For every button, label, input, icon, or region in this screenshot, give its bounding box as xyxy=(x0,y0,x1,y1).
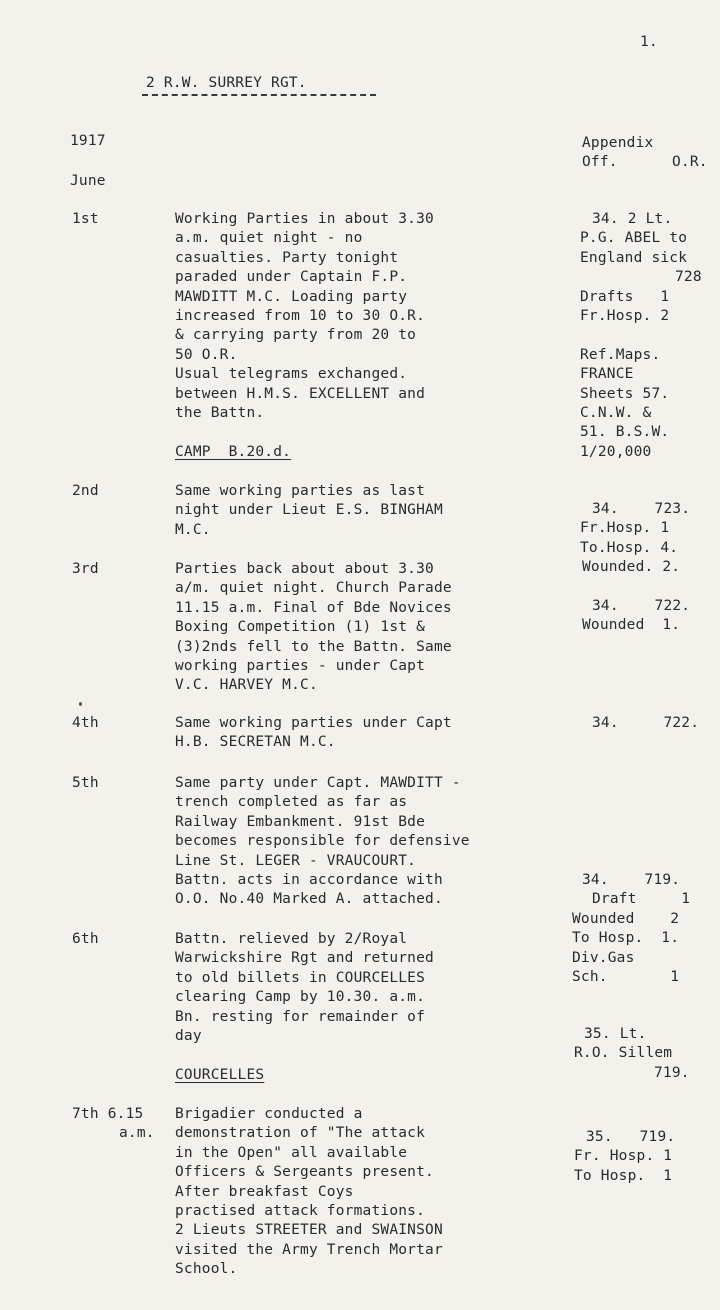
text-line: paraded under Captain F.P. xyxy=(175,269,408,286)
entry-date: 5th xyxy=(72,775,99,791)
text-line: Working Parties in about 3.30 xyxy=(175,211,434,227)
text-line: 11.15 a.m. Final of Bde Novices xyxy=(175,599,452,616)
text-line: to old billets in COURCELLES xyxy=(175,969,426,986)
text-line: day xyxy=(175,1028,202,1044)
appendix-line: R.O. Sillem xyxy=(574,1045,673,1062)
heading-underline xyxy=(142,94,376,96)
text-line: increased from 10 to 30 O.R. xyxy=(175,308,426,324)
appendix-line: 35. Lt. xyxy=(584,1026,647,1042)
appendix-label: Appendix xyxy=(582,135,654,151)
appendix-line: To Hosp. 1. xyxy=(572,930,680,947)
appendix-line: C.N.W. & xyxy=(580,405,652,421)
text-line: trench completed as far as xyxy=(175,794,408,811)
appendix-line: 1/20,000 xyxy=(580,443,652,460)
text-line: Brigadier conducted a xyxy=(175,1106,363,1122)
text-line: & carrying party from 20 to xyxy=(175,327,417,344)
appendix-line: Fr.Hosp. 2 xyxy=(580,308,670,324)
entry-date: 3rd xyxy=(72,561,99,577)
appendix-line: Fr.Hosp. 1 xyxy=(580,520,670,537)
text-line: Parties back about about 3.30 xyxy=(175,561,434,577)
appendix-line: FRANCE xyxy=(580,366,634,383)
col-off-label: Off. xyxy=(582,154,618,170)
ink-mark xyxy=(79,702,82,706)
appendix-line: Div.Gas xyxy=(572,949,635,966)
text-line: becomes responsible for defensive xyxy=(175,833,470,850)
col-or-label: O.R. xyxy=(672,154,708,170)
page-number: 1. xyxy=(640,34,658,50)
unit-heading: 2 R.W. SURREY RGT. xyxy=(146,75,307,91)
appendix-line: P.G. ABEL to xyxy=(580,230,688,247)
text-line: Railway Embankment. 91st Bde xyxy=(175,813,426,830)
text-line: in the Open" all available xyxy=(175,1144,408,1161)
appendix-line: Wounded 1. xyxy=(582,617,681,634)
appendix-line: Ref.Maps. xyxy=(580,346,661,363)
text-line: Usual telegrams exchanged. xyxy=(175,366,408,383)
appendix-line: To Hosp. 1 xyxy=(574,1167,673,1184)
text-line: working parties - under Capt xyxy=(175,658,426,674)
appendix-line: 34. 722. xyxy=(592,598,691,614)
entry-date: 1st xyxy=(72,211,99,227)
location-label: CAMP B.20.d. xyxy=(175,444,292,460)
year-label: 1917 xyxy=(70,133,106,149)
location-label: COURCELLES xyxy=(175,1067,265,1083)
text-line: 50 O.R. xyxy=(175,346,238,363)
text-line: casualties. Party tonight xyxy=(175,249,399,266)
appendix-line: Wounded. 2. xyxy=(582,559,681,576)
text-line: After breakfast Coys xyxy=(175,1183,354,1200)
appendix-line: Fr. Hosp. 1 xyxy=(574,1148,673,1165)
text-line: School. xyxy=(175,1261,238,1278)
text-line: Bn. resting for remainder of xyxy=(175,1008,426,1025)
appendix-line: 35. 719. xyxy=(586,1129,676,1145)
text-line: Line St. LEGER - VRAUCOURT. xyxy=(175,852,417,869)
text-line: Officers & Sergeants present. xyxy=(175,1164,434,1181)
entry-date: 7th 6.15 xyxy=(72,1106,144,1122)
text-line: a/m. quiet night. Church Parade xyxy=(175,580,452,597)
text-line: Boxing Competition (1) 1st & xyxy=(175,619,426,636)
appendix-line: 34. 719. xyxy=(582,872,681,888)
text-line: practised attack formations. xyxy=(175,1203,426,1219)
text-line: visited the Army Trench Mortar xyxy=(175,1241,443,1258)
text-line: V.C. HARVEY M.C. xyxy=(175,677,318,694)
entry-date: 4th xyxy=(72,715,99,731)
text-line: M.C. xyxy=(175,521,211,538)
appendix-line: Drafts 1 xyxy=(580,288,670,305)
entry-date: 6th xyxy=(72,931,99,947)
appendix-line: 34. 2 Lt. xyxy=(592,211,673,227)
entry-date: 2nd xyxy=(72,483,99,499)
text-line: Battn. acts in accordance with xyxy=(175,872,443,888)
text-line: demonstration of "The attack xyxy=(175,1125,426,1142)
appendix-line: Sheets 57. xyxy=(580,385,670,402)
appendix-line: 728 xyxy=(675,269,702,286)
text-line: (3)2nds fell to the Battn. Same xyxy=(175,638,452,655)
appendix-line: 51. B.S.W. xyxy=(580,424,670,441)
text-line: 2 Lieuts STREETER and SWAINSON xyxy=(175,1222,443,1239)
month-label: June xyxy=(70,173,106,189)
text-line: Same party under Capt. MAWDITT - xyxy=(175,775,461,791)
text-line: Warwickshire Rgt and returned xyxy=(175,950,434,967)
text-line: Same working parties as last xyxy=(175,483,426,499)
appendix-line: To.Hosp. 4. xyxy=(580,539,679,556)
appendix-line: 34. 722. xyxy=(592,715,700,731)
text-line: O.O. No.40 Marked A. attached. xyxy=(175,891,443,908)
text-line: H.B. SECRETAN M.C. xyxy=(175,734,336,751)
appendix-line: 719. xyxy=(654,1064,690,1081)
text-line: night under Lieut E.S. BINGHAM xyxy=(175,502,443,519)
appendix-line: Wounded 2 xyxy=(572,910,680,927)
text-line: a.m. quiet night - no xyxy=(175,230,363,247)
text-line: clearing Camp by 10.30. a.m. xyxy=(175,989,426,1006)
appendix-line: Draft 1 xyxy=(592,891,691,908)
appendix-line: England sick xyxy=(580,249,688,266)
text-line: between H.M.S. EXCELLENT and xyxy=(175,385,426,402)
appendix-line: 34. 723. xyxy=(592,501,691,517)
appendix-line: Sch. 1 xyxy=(572,969,680,985)
entry-time: a.m. xyxy=(119,1125,155,1142)
text-line: the Battn. xyxy=(175,405,265,421)
text-line: Same working parties under Capt xyxy=(175,715,452,731)
text-line: MAWDITT M.C. Loading party xyxy=(175,288,408,305)
text-line: Battn. relieved by 2/Royal xyxy=(175,931,408,947)
